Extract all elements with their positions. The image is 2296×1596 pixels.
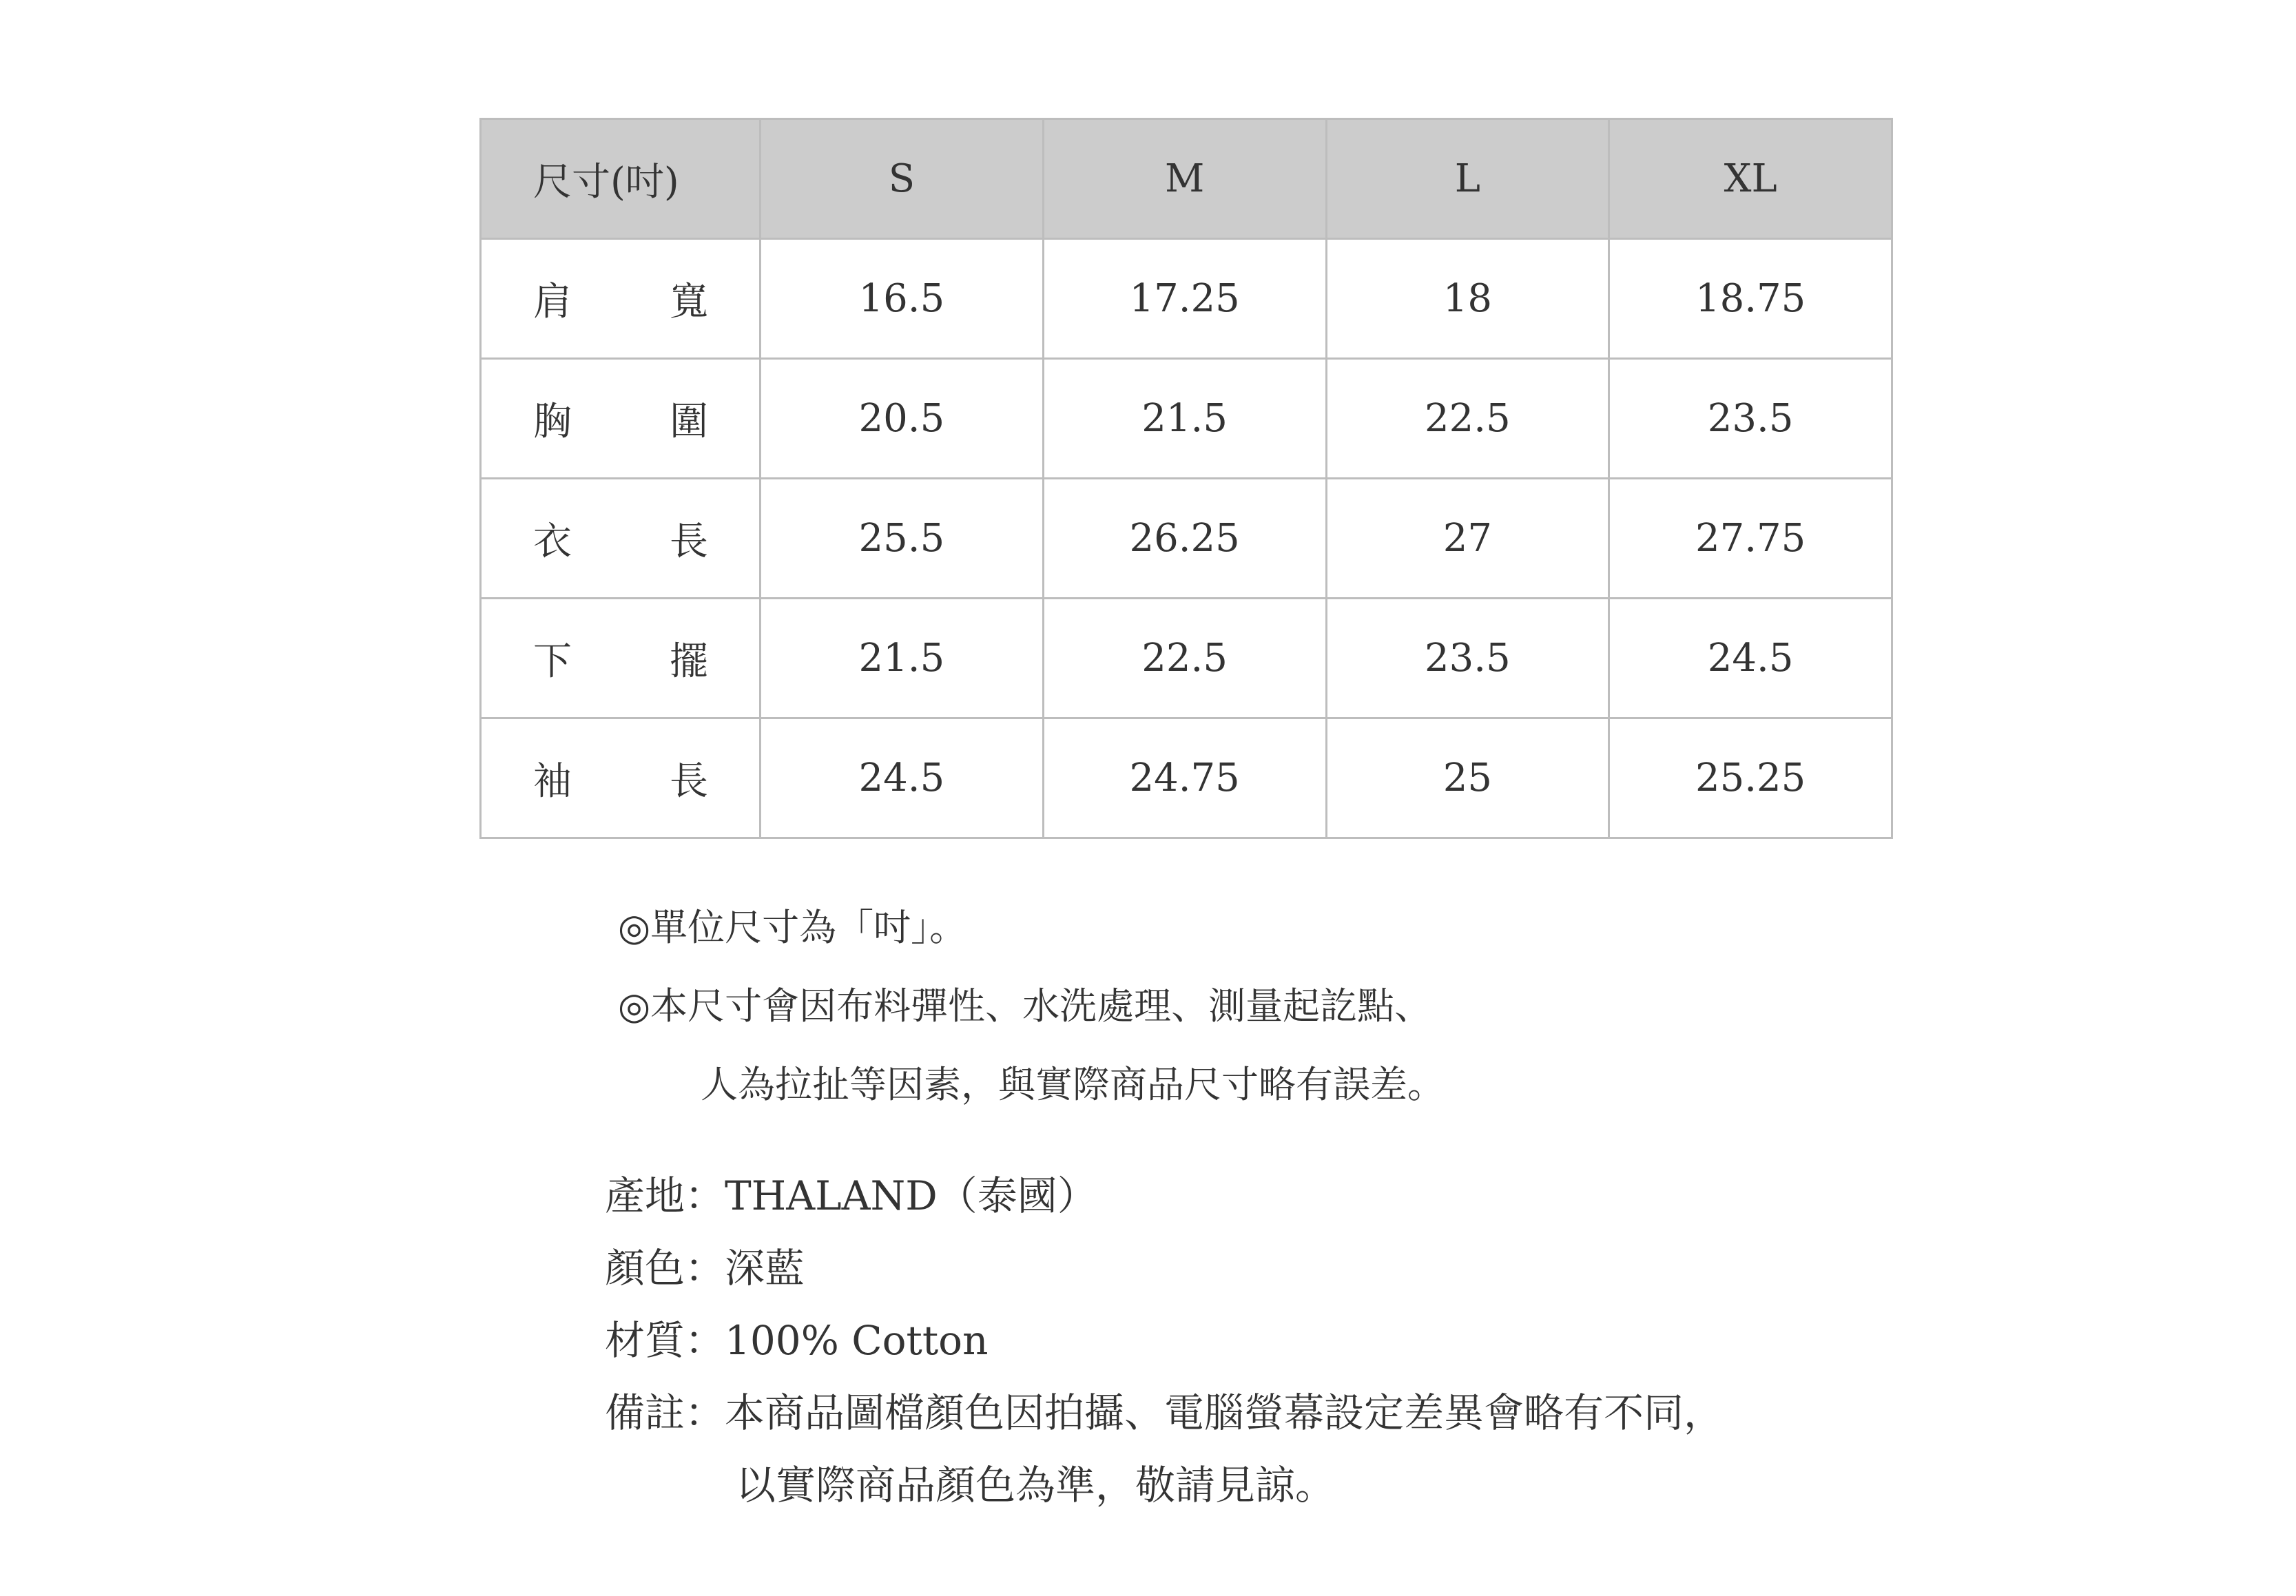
size-notes	[618, 889, 1445, 1124]
row-label-char: 圍	[670, 399, 708, 444]
table-cell: 25.25	[1609, 718, 1892, 838]
note-variance: ◎本尺寸會因布料彈性、水洗處理、測量起訖點、	[618, 984, 1432, 1028]
size-header-l: L	[1326, 119, 1609, 239]
table-cell: 23.5	[1326, 599, 1609, 718]
table-cell: 27.75	[1609, 479, 1892, 599]
table-cell: 18.75	[1609, 239, 1892, 359]
table-cell: 26.25	[1043, 479, 1326, 599]
table-cell: 24.5	[761, 718, 1044, 838]
row-label-char: 衣	[533, 519, 572, 564]
size-header-xl: XL	[1609, 119, 1892, 239]
product-info	[605, 1160, 1724, 1522]
table-cell: 22.5	[1326, 359, 1609, 479]
row-label-chest	[481, 359, 761, 479]
size-header-row	[481, 119, 1892, 239]
table-cell: 27	[1326, 479, 1609, 599]
table-cell: 23.5	[1609, 359, 1892, 479]
table-cell: 22.5	[1043, 599, 1326, 718]
table-row-sleeve-length	[481, 718, 1892, 838]
row-label-hem	[481, 599, 761, 718]
row-label-char: 擺	[670, 639, 708, 684]
row-label-length	[481, 479, 761, 599]
size-header-m: M	[1043, 119, 1326, 239]
row-label-char: 長	[670, 758, 708, 804]
origin-line: 產地：THALAND（泰國）	[605, 1172, 1097, 1219]
table-cell: 20.5	[761, 359, 1044, 479]
table-cell: 21.5	[1043, 359, 1326, 479]
table-cell: 16.5	[761, 239, 1044, 359]
row-label-char: 寬	[670, 279, 708, 324]
table-cell: 18	[1326, 239, 1609, 359]
table-cell: 24.5	[1609, 599, 1892, 718]
size-header-s: S	[761, 119, 1044, 239]
color-line: 顏色：深藍	[605, 1245, 805, 1292]
row-label-shoulder-width	[481, 239, 761, 359]
remark-line: 備註：本商品圖檔顏色因拍攝、電腦螢幕設定差異會略有不同，	[605, 1389, 1724, 1436]
table-row-hem	[481, 599, 1892, 718]
table-row-shoulder-width	[481, 239, 1892, 359]
row-label-sleeve-length	[481, 718, 761, 838]
note-unit: ◎單位尺寸為「吋」。	[618, 906, 967, 949]
size-header-label: 尺寸(吋)	[481, 119, 761, 239]
table-row-length	[481, 479, 1892, 599]
row-label-char: 下	[533, 639, 572, 684]
table-cell: 25.5	[761, 479, 1044, 599]
row-label-char: 胸	[533, 399, 572, 444]
table-cell: 17.25	[1043, 239, 1326, 359]
row-label-char: 肩	[533, 279, 572, 324]
size-chart-table	[479, 118, 1893, 839]
table-cell: 25	[1326, 718, 1609, 838]
row-label-char: 長	[670, 519, 708, 564]
table-cell: 21.5	[761, 599, 1044, 718]
remark-line-continued: 以實際商品顏色為準，敬請見諒。	[736, 1462, 1336, 1509]
table-row-chest	[481, 359, 1892, 479]
material-line: 材質：100% Cotton	[605, 1317, 989, 1364]
row-label-char: 袖	[533, 758, 572, 804]
table-cell: 24.75	[1043, 718, 1326, 838]
note-variance-continued: 人為拉扯等因素，與實際商品尺寸略有誤差。	[701, 1063, 1445, 1106]
